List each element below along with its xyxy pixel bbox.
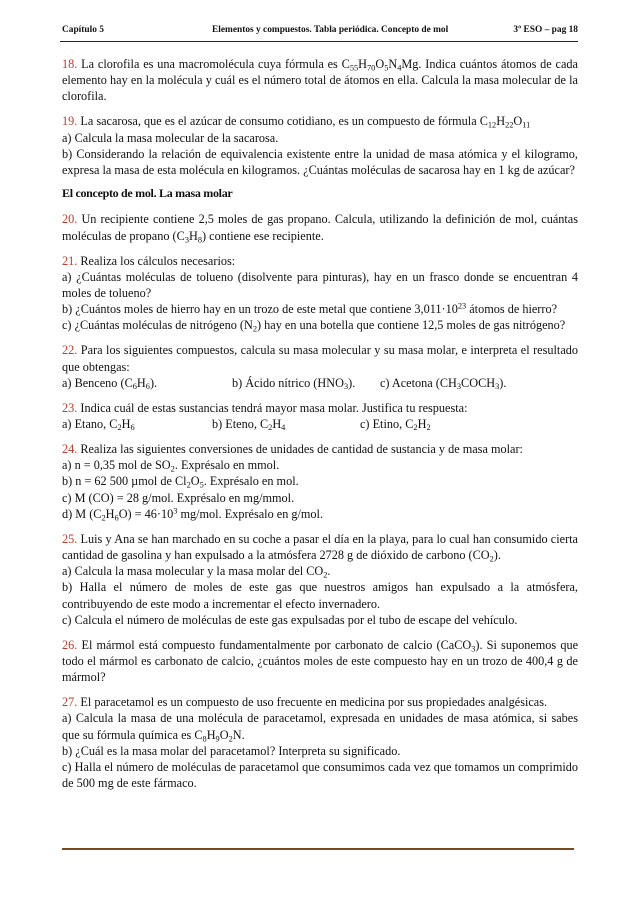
exercise-20 <box>62 211 578 243</box>
exercise-part-a: a) Calcula la masa molecular y la masa molar del $CO_2$. <box>62 564 331 580</box>
exercise-part-b: b) ¿Cuántos moles de hierro hay en un trozo de este metal que contiene $3,011\cdot 10^{23}$ átomos de hierro? <box>62 301 558 317</box>
exercise-list <box>62 56 578 800</box>
exercise-part-a: a) ¿Cuántas moléculas de tolueno (disolvente para pinturas), hay en un frasco donde se encuentran 4 moles de tolueno? <box>62 269 578 301</box>
exercise-number: 20. <box>62 212 78 227</box>
exercise-part-c: c) Halla el número de moléculas de paracetamol que consumimos cada vez que tomamos un comprimido de 500 mg de este fármaco. <box>62 760 578 791</box>
exercise-number: 25. <box>62 531 78 546</box>
exercise-intro: Para los siguientes compuestos, calcula su masa molecular y su masa molar, e interpreta el resultado que obtengas: <box>62 343 579 374</box>
header-chapter: Capítulo 5 <box>62 25 104 35</box>
exercise-25 <box>62 531 578 628</box>
exercise-number: 22. <box>62 343 78 358</box>
exercise-part-b: b) Halla el número de moles de este gas que nuestros amigos han expulsado a la atmósfera, contribuyendo de este modo a incrementar el efecto invernadero. <box>62 580 578 611</box>
exercise-part-b: b) Ácido nítrico (HNO3). <box>232 375 356 392</box>
exercise-22 <box>62 342 578 391</box>
page-header <box>62 25 578 39</box>
exercise-18 <box>62 56 578 105</box>
footer-rule <box>62 848 574 850</box>
exercise-intro: Realiza las siguientes conversiones de unidades de cantidad de sustancia y de masa molar: <box>80 442 523 457</box>
exercise-part-c: c) M (CO) = 28 g/mol. Exprésalo en mg/mmol. <box>62 490 295 505</box>
exercise-part-a: a) Benceno (C6H6). <box>62 375 158 392</box>
exercise-intro: Luis y Ana se han marchado en su coche a pasar el día en la playa, para lo cual han consumido cierta cantidad de gasolina y han expulsado a la atmósfera 2728 g de dióxido de carbono $(CO_2)$. <box>62 531 578 564</box>
exercise-intro: Realiza los cálculos necesarios: <box>80 253 236 268</box>
section-title: El concepto de mol. La masa molar <box>62 186 233 201</box>
exercise-intro: Indica cuál de estas sustancias tendrá mayor masa molar. Justifica tu respuesta: <box>80 400 468 415</box>
exercise-number: 26. <box>62 637 78 652</box>
exercise-21 <box>62 253 578 334</box>
exercise-intro: La sacarosa, que es el azúcar de consumo cotidiano, es un compuesto de fórmula $C_{12}H_{22}O_{11}$ <box>80 114 531 130</box>
exercise-part-c: c) Acetona (CH3COCH3). <box>380 375 507 392</box>
exercise-part-a: a) n = 0,35 mol de $SO_2$. Exprésalo en mmol. <box>62 458 280 474</box>
exercise-23 <box>62 400 578 432</box>
exercise-24 <box>62 441 578 522</box>
exercise-number: 23. <box>62 400 78 415</box>
exercise-number: 18. <box>62 57 78 71</box>
exercise-27 <box>62 694 578 791</box>
exercise-number: 19. <box>62 114 78 129</box>
exercise-part-b: b) ¿Cuál es la masa molar del paracetamol? Interpreta su significado. <box>62 743 401 758</box>
header-title: Elementos y compuestos. Tabla periódica. Concepto de mol <box>212 25 449 35</box>
exercise-part-c: c) ¿Cuántas moléculas de nitrógeno $(N_2)$ hay en una botella que contiene 12,5 moles de gas nitrógeno? <box>62 318 566 334</box>
exercise-number: 27. <box>62 695 78 710</box>
exercise-26 <box>62 637 578 686</box>
exercise-part-c: c) Calcula el número de moléculas de este gas expulsadas por el tubo de escape del vehículo. <box>62 612 518 627</box>
exercise-part-d: d) M $(C_2H_6O) = 46\cdot 10^3$ mg/mol. Exprésalo en g/mol. <box>62 506 324 523</box>
exercise-part-a: a) Calcula la masa molecular de la sacarosa. <box>62 130 279 145</box>
header-rule <box>60 41 578 42</box>
exercise-text: El mármol está compuesto fundamentalmente por carbonato de calcio (CaCO$_3$). Si suponemos que todo el mármol es carbonato de calcio, ¿cuántos moles de este compuesto hay en un trozo de 400,4 g de mármol? <box>62 637 579 685</box>
exercise-intro: El paracetamol es un compuesto de uso frecuente en medicina por sus propiedades analgésicas. <box>80 695 548 710</box>
exercise-text: La clorofila es una macromolécula cuya fórmula es $C_{55}H_{70}O_5N_4Mg$. Indica cuántos átomos de cada elemento hay en la molécula y cuál es el número total de átomos en ella. Calcula la masa molecular de la clorofila. <box>62 57 578 104</box>
exercise-19 <box>62 113 578 178</box>
exercise-text: Un recipiente contiene 2,5 moles de gas propano. Calcula, utilizando la definición de mol, cuántas moléculas de propano $(C_3H_8)$ contiene ese recipiente. <box>62 212 578 244</box>
exercise-part-a: a) Etano, C2H6 <box>62 417 135 433</box>
exercise-number: 21. <box>62 253 78 268</box>
exercise-part-b: b) Considerando la relación de equivalencia existente entre la unidad de masa atómica y el kilogramo, expresa la masa de esta molécula en kilogramos. ¿Cuántas moléculas de sacarosa hay en 1 kg de azúcar? <box>62 146 578 178</box>
header-page-number: 3º ESO – pag 18 <box>513 25 578 35</box>
exercise-part-b: b) Eteno, C2H4 <box>212 417 286 433</box>
exercise-part-c: c) Etino, C2H2 <box>360 417 431 433</box>
exercise-number: 24. <box>62 442 78 457</box>
exercise-part-a: a) Calcula la masa de una molécula de paracetamol, expresada en unidades de masa atómica, si sabes que su fórmula química es $C_8H_9O_2N$. <box>62 711 578 744</box>
exercise-part-b: b) n = 62 500 µmol de $Cl_2O_5$. Exprésalo en mol. <box>62 474 299 490</box>
